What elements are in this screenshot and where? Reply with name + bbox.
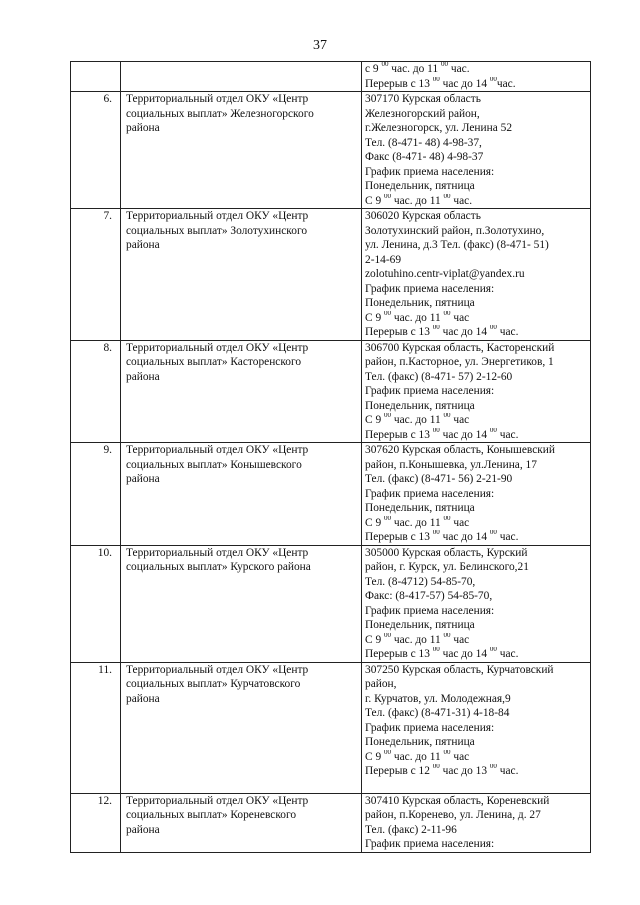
- contact-text: час до 14: [439, 428, 490, 441]
- contact-text: Перерыв с 13: [365, 531, 433, 543]
- time-superscript: 00: [384, 413, 391, 420]
- contact-text: Перерыв с 12: [365, 765, 433, 777]
- contact-text: График приема населения:: [365, 282, 495, 295]
- row-number: 12.: [71, 793, 121, 852]
- contact-text: час.: [496, 77, 516, 90]
- contact-line: [365, 472, 590, 487]
- contact-text: 305000 Курская область, Курский: [365, 546, 528, 559]
- contact-text: График приема населения:: [365, 604, 495, 617]
- contact-text: График приема населения:: [365, 487, 495, 500]
- contact-line: [365, 692, 590, 707]
- contact-text: 307250 Курская область, Курчатовский: [365, 663, 554, 676]
- contact-text: район,: [365, 678, 397, 690]
- contact-line: [365, 107, 590, 122]
- contact-line: [365, 341, 590, 356]
- contact-line: [365, 516, 590, 531]
- contact-text: Понедельник, пятница: [365, 399, 475, 412]
- office-name-line: Территориальный отдел ОКУ «Центр: [126, 210, 309, 222]
- contact-text: Перерыв с 13: [365, 326, 433, 338]
- contact-text: час.: [450, 194, 473, 207]
- office-contacts: [362, 662, 591, 793]
- contact-line: [365, 150, 590, 165]
- office-contacts: [362, 545, 591, 662]
- contact-text: Понедельник, пятница: [365, 297, 475, 309]
- contact-line: [365, 735, 590, 750]
- office-name-line: района: [126, 473, 160, 485]
- contact-text: Тел. (факс) 2-11-96: [365, 823, 457, 836]
- contact-line: [365, 677, 590, 692]
- contact-text: час.: [496, 765, 519, 777]
- row-number: 7.: [71, 209, 121, 341]
- time-superscript: 00: [443, 749, 451, 756]
- time-superscript: 00: [441, 62, 448, 69]
- office-name: [121, 92, 362, 209]
- contact-text: 306020 Курская область: [365, 210, 481, 222]
- contact-line: [365, 823, 590, 838]
- contact-line: [365, 706, 590, 721]
- row-number: 9.: [71, 443, 121, 546]
- contact-text: ул. Ленина, д.3 Тел. (факс) (8-471- 51): [365, 239, 549, 251]
- contact-text: час: [450, 311, 470, 324]
- office-name-line: социальных выплат» Железногорского: [126, 107, 314, 120]
- contact-text: час: [450, 750, 470, 763]
- contact-line: [365, 136, 590, 151]
- contact-text: Перерыв с 13: [365, 648, 433, 660]
- contact-text: час: [450, 516, 470, 529]
- contact-line: [365, 589, 590, 604]
- table-row: [71, 662, 591, 793]
- office-name: [121, 340, 362, 443]
- contact-text: Тел. (факс) (8-471- 56) 2-21-90: [365, 473, 513, 485]
- contact-line: [365, 355, 590, 370]
- row-number: 8.: [71, 340, 121, 443]
- time-superscript: 00: [432, 530, 440, 537]
- time-superscript: 00: [432, 325, 440, 332]
- contact-text: 307170 Курская область: [365, 93, 481, 105]
- contact-line: [365, 179, 590, 194]
- office-name: [121, 662, 362, 793]
- contact-line: [365, 604, 590, 619]
- contact-text: Железногорский район,: [365, 107, 480, 120]
- contact-line: [365, 560, 590, 575]
- contact-text: час.: [496, 428, 519, 441]
- contact-line: [365, 413, 590, 428]
- office-name-line: района: [126, 823, 160, 836]
- contact-text: С 9: [365, 633, 384, 646]
- contact-line: [365, 721, 590, 736]
- office-name: [121, 209, 362, 341]
- contact-line: [365, 808, 590, 823]
- contact-text: График приема населения:: [365, 838, 495, 850]
- time-superscript: 00: [384, 632, 391, 639]
- row-number: [71, 62, 121, 92]
- time-superscript: 00: [384, 310, 391, 317]
- contact-text: час.: [496, 648, 519, 660]
- contact-text: час. до 11: [391, 414, 444, 426]
- contact-text: час до 14: [439, 531, 490, 543]
- office-contacts: [362, 793, 591, 852]
- contact-text: Понедельник, пятница: [365, 619, 475, 631]
- contact-line: [365, 575, 590, 590]
- contact-line: [365, 325, 590, 340]
- contact-text: Понедельник, пятница: [365, 180, 475, 192]
- page-number: 37: [313, 38, 327, 53]
- contact-text: Факс (8-471- 48) 4-98-37: [365, 151, 484, 163]
- contact-line: [365, 384, 590, 399]
- office-name-line: социальных выплат» Курчатовского: [126, 678, 301, 690]
- time-superscript: 00: [384, 515, 391, 522]
- contact-line: [365, 224, 590, 239]
- table-row: [71, 92, 591, 209]
- table-row: [71, 209, 591, 341]
- table-row: [71, 793, 591, 852]
- contact-text: час.: [496, 531, 519, 543]
- offices-table: [70, 61, 591, 853]
- contact-text: час до 14: [439, 648, 490, 660]
- contact-text: С 9: [365, 194, 384, 207]
- office-name-line: Территориальный отдел ОКУ «Центр: [126, 93, 309, 105]
- row-number: 6.: [71, 92, 121, 209]
- contact-text: час. до 11: [391, 750, 444, 763]
- time-superscript: 00: [381, 62, 389, 69]
- contact-line: [365, 618, 590, 633]
- table-row: [71, 545, 591, 662]
- office-name-line: социальных выплат» Конышевского: [126, 458, 302, 471]
- time-superscript: 00: [384, 193, 391, 200]
- office-name-line: Территориальный отдел ОКУ «Центр: [126, 546, 309, 559]
- office-contacts: [362, 62, 591, 92]
- contact-text: час до 14: [439, 77, 490, 90]
- contact-text: Золотухинский район, п.Золотухино,: [365, 224, 545, 237]
- contact-text: Перерыв с 13: [365, 428, 433, 441]
- contact-text: zolotuhino.centr-viplat@yandex.ru: [365, 268, 525, 280]
- office-name: [121, 62, 362, 92]
- contact-line: [365, 370, 590, 385]
- contact-line: [365, 501, 590, 516]
- time-superscript: 00: [384, 749, 391, 756]
- contact-line: [365, 837, 590, 852]
- contact-text: район, п.Коренево, ул. Ленина, д. 27: [365, 809, 541, 821]
- time-superscript: 00: [489, 427, 497, 434]
- row-number: 10.: [71, 545, 121, 662]
- contact-line: [365, 92, 590, 107]
- office-contacts: [362, 443, 591, 546]
- contact-text: район, п.Касторное, ул. Энергетиков, 1: [365, 356, 554, 368]
- contact-line: [365, 311, 590, 326]
- office-name: [121, 545, 362, 662]
- time-superscript: 00: [443, 193, 451, 200]
- contact-line: [365, 647, 590, 662]
- contact-text: С 9: [365, 311, 384, 324]
- contact-text: С 9: [365, 516, 384, 529]
- contact-line: [365, 458, 590, 473]
- office-name-line: социальных выплат» Кореневского: [126, 809, 297, 821]
- contact-text: Перерыв с 13: [365, 77, 433, 90]
- office-contacts: [362, 209, 591, 341]
- table-row: [71, 340, 591, 443]
- contact-text: район, г. Курск, ул. Белинского,21: [365, 561, 529, 573]
- office-name-line: социальных выплат» Курского района: [126, 561, 311, 573]
- contact-line: [365, 253, 590, 268]
- contact-text: 307620 Курская область, Конышевский: [365, 444, 555, 456]
- contact-line: [365, 194, 590, 209]
- time-superscript: 00: [432, 764, 440, 771]
- contact-text: г.Железногорск, ул. Ленина 52: [365, 122, 513, 134]
- contact-text: 307410 Курская область, Кореневский: [365, 794, 550, 807]
- contact-line: [365, 165, 590, 180]
- contact-line: [365, 794, 590, 809]
- contact-line: [365, 633, 590, 648]
- contact-text: Понедельник, пятница: [365, 502, 475, 514]
- office-name-line: Территориальный отдел ОКУ «Центр: [126, 794, 309, 807]
- contact-line: [365, 750, 590, 765]
- contact-text: час до 14: [439, 326, 490, 338]
- time-superscript: 00: [489, 764, 497, 771]
- office-contacts: [362, 92, 591, 209]
- contact-text: час: [450, 633, 470, 646]
- office-name-line: Территориальный отдел ОКУ «Центр: [126, 444, 309, 456]
- contact-text: час. до 11: [391, 194, 444, 207]
- contact-text: 306700 Курская область, Касторенский: [365, 341, 555, 354]
- contact-line: [365, 121, 590, 136]
- contact-line: [365, 663, 590, 678]
- time-superscript: 00: [489, 647, 497, 654]
- time-superscript: 00: [489, 76, 497, 83]
- office-name-line: социальных выплат» Касторенского: [126, 356, 302, 368]
- contact-text: С 9: [365, 414, 384, 426]
- contact-text: Тел. (8-471- 48) 4-98-37,: [365, 136, 482, 149]
- time-superscript: 00: [443, 515, 451, 522]
- contact-text: Понедельник, пятница: [365, 736, 475, 748]
- contact-text: г. Курчатов, ул. Молодежная,9: [365, 692, 511, 705]
- office-name-line: социальных выплат» Золотухинского: [126, 224, 308, 237]
- office-name-line: Территориальный отдел ОКУ «Центр: [126, 663, 309, 676]
- contact-line: [365, 296, 590, 311]
- contact-line: [365, 487, 590, 502]
- contact-line: [365, 399, 590, 414]
- contact-text: час. до 11: [391, 633, 444, 646]
- contact-text: с 9: [365, 63, 382, 75]
- contact-line: [365, 267, 590, 282]
- contact-line: [365, 238, 590, 253]
- time-superscript: 00: [489, 530, 497, 537]
- office-name-line: района: [126, 692, 160, 705]
- contact-text: График приема населения:: [365, 165, 495, 178]
- contact-line: [365, 209, 590, 224]
- contact-line: [365, 62, 590, 77]
- offices-table-body: [71, 62, 591, 853]
- office-name-line: района: [126, 122, 160, 134]
- time-superscript: 00: [489, 325, 497, 332]
- contact-text: График приема населения:: [365, 385, 495, 397]
- row-number: 11.: [71, 662, 121, 793]
- contact-line: [365, 77, 590, 92]
- contact-line: [365, 443, 590, 458]
- office-name: [121, 443, 362, 546]
- contact-line: [365, 764, 590, 779]
- contact-text: Факс: (8-417-57) 54-85-70,: [365, 590, 493, 602]
- contact-text: График приема населения:: [365, 721, 495, 734]
- office-contacts: [362, 340, 591, 443]
- office-name-line: Территориальный отдел ОКУ «Центр: [126, 341, 309, 354]
- contact-text: час. до 11: [391, 311, 444, 324]
- time-superscript: 00: [432, 647, 440, 654]
- contact-text: Тел. (8-4712) 54-85-70,: [365, 575, 476, 588]
- contact-text: час.: [496, 326, 519, 338]
- contact-line: [365, 530, 590, 545]
- contact-line: [365, 546, 590, 561]
- time-superscript: 00: [443, 632, 451, 639]
- contact-text: час до 13: [439, 765, 490, 777]
- office-name-line: района: [126, 239, 160, 251]
- contact-line: [365, 282, 590, 297]
- contact-text: 2-14-69: [365, 253, 402, 266]
- contact-text: час.: [448, 63, 470, 75]
- contact-text: Тел. (факс) (8-471- 57) 2-12-60: [365, 370, 513, 383]
- contact-text: С 9: [365, 750, 384, 763]
- time-superscript: 00: [432, 76, 440, 83]
- contact-text: Тел. (факс) (8-471-31) 4-18-84: [365, 707, 510, 719]
- office-name-line: района: [126, 370, 160, 383]
- office-name: [121, 793, 362, 852]
- contact-line: [365, 428, 590, 443]
- table-row: [71, 443, 591, 546]
- contact-text: час. до 11: [391, 516, 444, 529]
- contact-text: район, п.Конышевка, ул.Ленина, 17: [365, 458, 537, 471]
- contact-text: час. до 11: [388, 63, 441, 75]
- table-row: [71, 62, 591, 92]
- time-superscript: 00: [443, 310, 451, 317]
- time-superscript: 00: [443, 413, 451, 420]
- time-superscript: 00: [432, 427, 440, 434]
- contact-text: час: [450, 414, 470, 426]
